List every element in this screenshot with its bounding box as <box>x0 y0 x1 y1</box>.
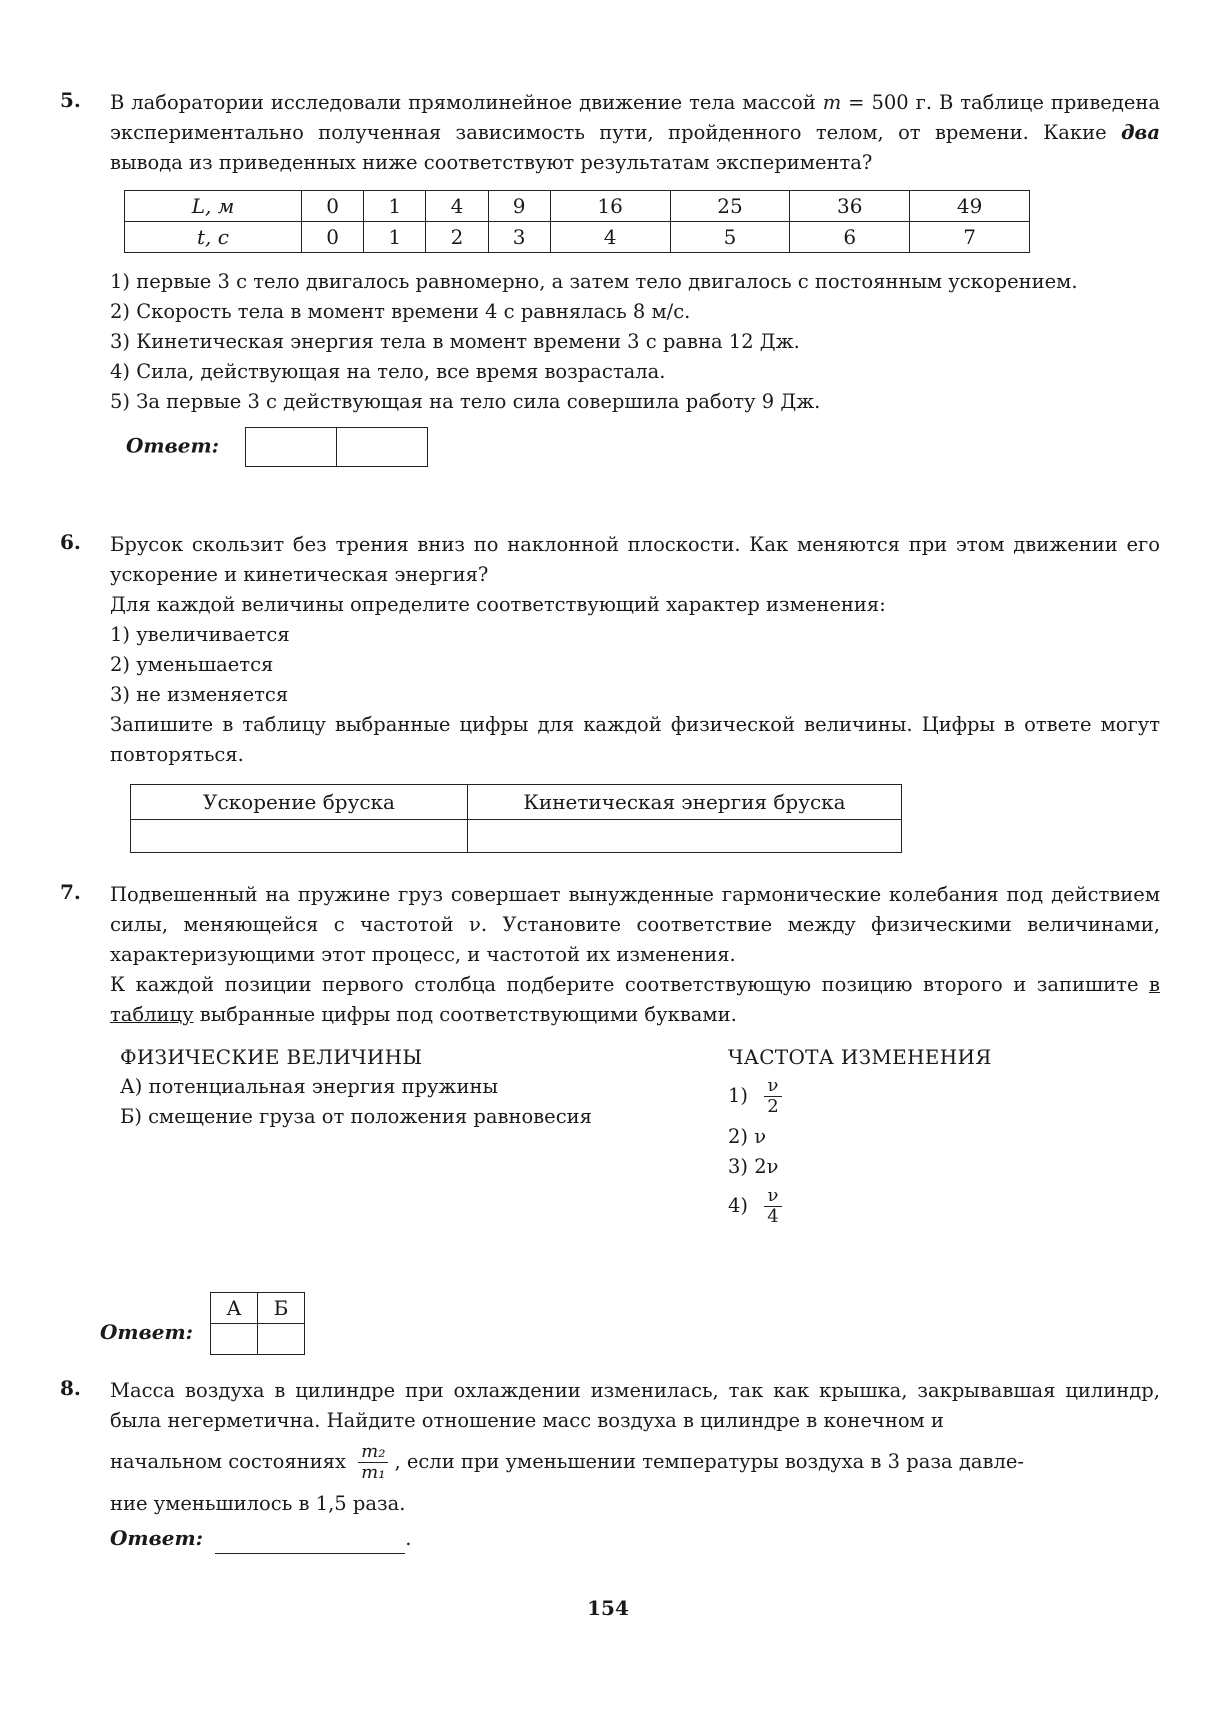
answer-blank[interactable] <box>215 1531 405 1554</box>
page-number: 154 <box>587 1596 629 1620</box>
left-item: А) потенциальная энергия пружины <box>120 1075 498 1098</box>
mass-ratio-fraction: $\frac{\text{m₂}}{\text{m₁}}$ <box>358 1442 388 1483</box>
table-cell: 7 <box>910 222 1030 253</box>
row-label: t, с <box>125 222 302 253</box>
table-cell: 36 <box>790 191 910 222</box>
distance-time-table <box>124 190 1030 253</box>
right-item: 3) 2ν <box>728 1155 779 1178</box>
table-row <box>125 191 1030 222</box>
task-5 <box>60 88 1160 467</box>
table-cell: 1 <box>364 191 426 222</box>
task-note: Запишите в таблицу выбранные цифры для каждой физической величины. Цифры в ответе могут повторяться. <box>110 713 1160 766</box>
table-cell: 4 <box>426 191 488 222</box>
answer-label: Ответ: <box>100 1320 193 1344</box>
task-statement-end: ние уменьшилось в 1,5 раза. <box>110 1492 406 1515</box>
right-column-heading: ЧАСТОТА ИЗМЕНЕНИЯ <box>728 1045 992 1069</box>
option-item: 1) увеличивается <box>110 623 290 646</box>
answer-boxes[interactable] <box>245 427 428 467</box>
option-item: 3) не изменяется <box>110 683 289 706</box>
answer-box[interactable] <box>246 428 337 466</box>
option-item: 2) Скорость тела в момент времени 4 с равнялась 8 м/с. <box>110 300 691 323</box>
task-instruction: Для каждой величины определите соответствующий характер изменения: <box>110 593 886 616</box>
task-number: 7. <box>60 880 81 904</box>
answer-cell[interactable] <box>258 1324 305 1355</box>
task-6 <box>60 530 1160 853</box>
left-column <box>120 1042 660 1132</box>
answer-row: Ответ: . <box>110 1523 1160 1554</box>
option-item: 5) За первые 3 с действующая на тело сила совершила работу 9 Дж. <box>110 390 821 413</box>
table-cell: 1 <box>364 222 426 253</box>
table-cell: 9 <box>488 191 550 222</box>
left-column-heading: ФИЗИЧЕСКИЕ ВЕЛИЧИНЫ <box>120 1045 423 1069</box>
table-cell: 3 <box>488 222 550 253</box>
answer-box[interactable] <box>337 428 427 466</box>
column-header: Кинетическая энергия бруска <box>468 785 902 820</box>
right-column <box>728 1042 1108 1232</box>
table-row <box>125 222 1030 253</box>
answer-table <box>210 1292 305 1355</box>
table-cell: 0 <box>302 222 364 253</box>
answer-row <box>126 427 1160 467</box>
right-item: 4) $\frac{\nu}{4}$ <box>728 1186 1108 1232</box>
task-statement-line: начальном состояниях $\frac{\text{m₂}}{\text{m₁}}$ , если при уменьшении температуры воздуха в 3 раза давле- <box>110 1441 1024 1483</box>
table-header-row <box>131 785 902 820</box>
left-item: Б) смещение груза от положения равновесия <box>120 1105 592 1128</box>
task-number: 6. <box>60 530 81 554</box>
table-header-row <box>211 1293 305 1324</box>
answer-row <box>60 1292 1160 1362</box>
answer-label: Ответ: <box>126 433 219 458</box>
option-item: 4) Сила, действующая на тело, все время возрастала. <box>110 360 666 383</box>
column-header: А <box>211 1293 258 1324</box>
task-statement: Масса воздуха в цилиндре при охлаждении изменилась, так как крышка, закрывавшая цилиндр, была негерметична. Найдите отношение масс воздуха в цилиндре в конечном и <box>110 1379 1160 1432</box>
option-item: 1) первые 3 с тело двигалось равномерно, а затем тело двигалось с постоянным ускорением. <box>110 270 1078 293</box>
answer-cell[interactable] <box>131 820 468 853</box>
table-input-row <box>211 1324 305 1355</box>
task-number: 5. <box>60 88 81 112</box>
answer-label: Ответ: <box>110 1526 203 1550</box>
task-statement: Брусок скользит без трения вниз по наклонной плоскости. Как меняются при этом движении его ускорение и кинетическая энергия? <box>110 533 1160 586</box>
table-cell: 25 <box>670 191 790 222</box>
answer-cell[interactable] <box>468 820 902 853</box>
right-item: 1) $\frac{\nu}{2}$ <box>728 1076 1108 1122</box>
task-statement: Подвешенный на пружине груз совершает вынужденные гармонические колебания под действием силы, меняющейся с частотой ν. Установите соответствие между физическими величинами, характеризующими этот процесс, и частотой их изменения. <box>110 883 1160 966</box>
option-item: 2) уменьшается <box>110 653 274 676</box>
table-cell: 6 <box>790 222 910 253</box>
option-item: 3) Кинетическая энергия тела в момент времени 3 с равна 12 Дж. <box>110 330 800 353</box>
table-cell: 4 <box>550 222 670 253</box>
answer-table <box>130 784 902 853</box>
table-input-row <box>131 820 902 853</box>
task-8 <box>60 1376 1160 1554</box>
answer-cell[interactable] <box>211 1324 258 1355</box>
table-cell: 0 <box>302 191 364 222</box>
row-label: L, м <box>125 191 302 222</box>
task-instruction: К каждой позиции первого столбца подберите соответствующую позицию второго и запишите в таблицу выбранные цифры под соответствующими буквами. <box>110 973 1160 1026</box>
table-cell: 16 <box>550 191 670 222</box>
task-number: 8. <box>60 1376 81 1400</box>
right-item: 2) ν <box>728 1125 767 1148</box>
table-cell: 5 <box>670 222 790 253</box>
task-7 <box>60 880 1160 1362</box>
task-statement: В лаборатории исследовали прямолинейное движение тела массой m = 500 г. В таблице приведена экспериментально полученная зависимость пути, пройденного телом, от времени. Какие два вывода из приведенных ниже соответствуют результатам эксперимента? <box>110 91 1161 174</box>
column-header: Ускорение бруска <box>131 785 468 820</box>
matching-columns <box>60 1042 1160 1292</box>
column-header: Б <box>258 1293 305 1324</box>
table-cell: 49 <box>910 191 1030 222</box>
table-cell: 2 <box>426 222 488 253</box>
